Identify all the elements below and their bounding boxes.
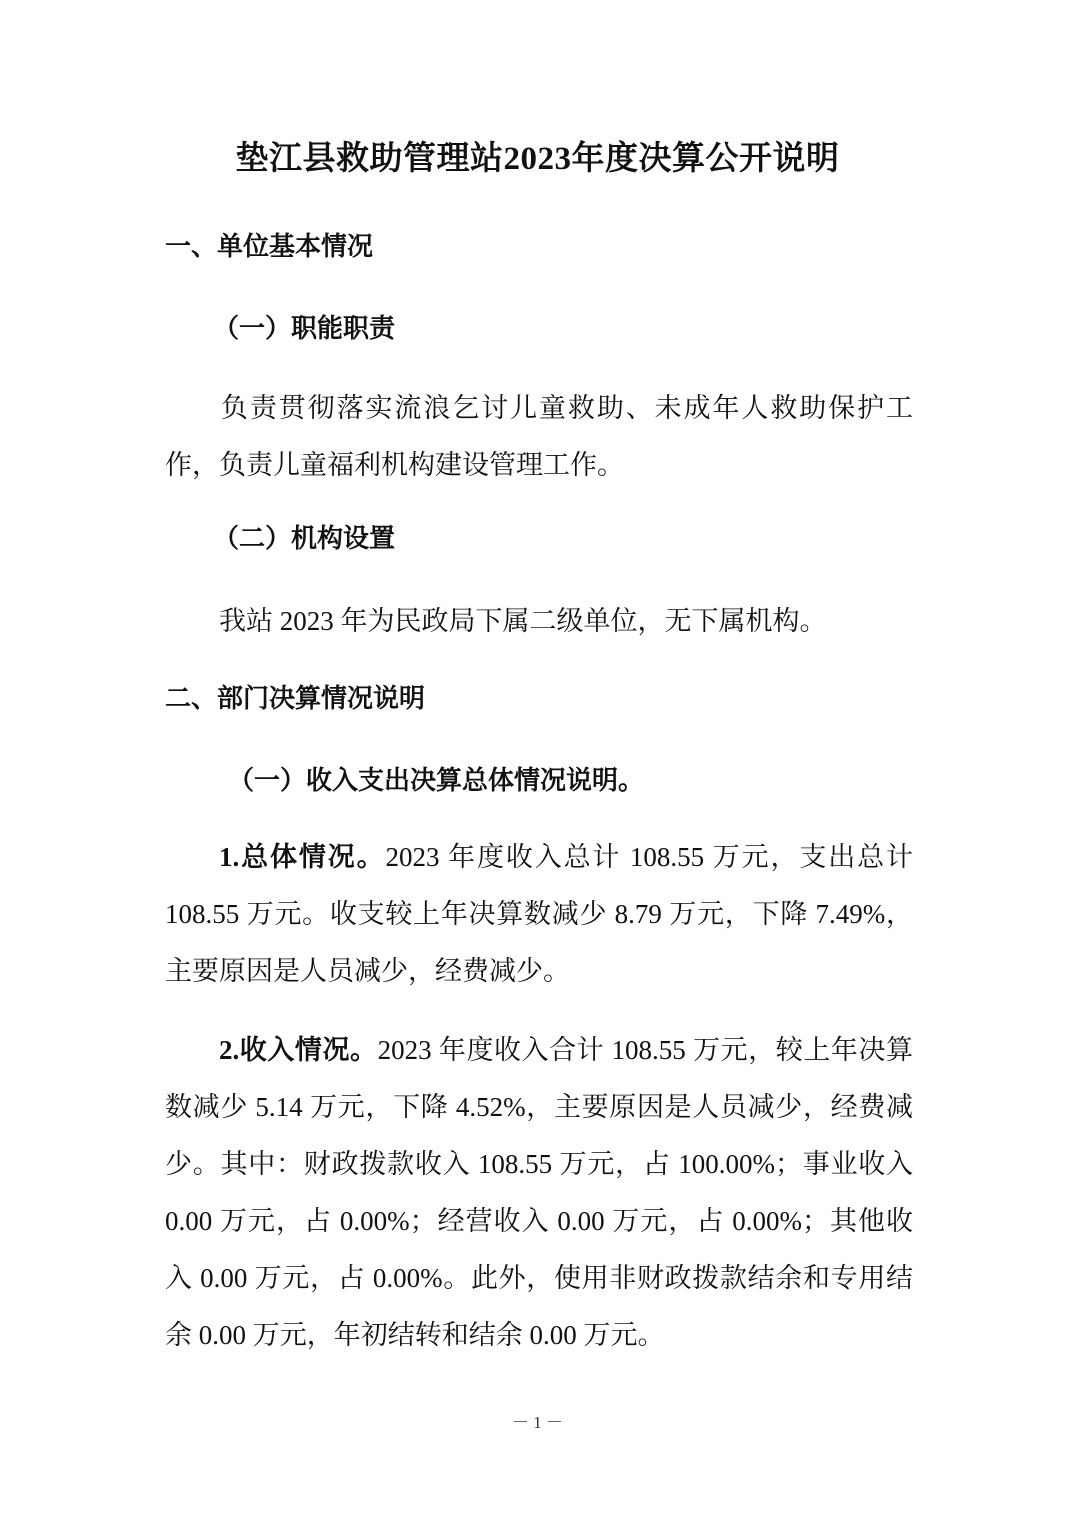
paragraph-income	[165, 1022, 913, 1364]
document-title: 垫江县救助管理站2023年度决算公开说明	[235, 141, 840, 177]
page-number: － 1 －	[512, 1413, 563, 1432]
paragraph-overall-label: 1.总体情况。	[219, 842, 386, 872]
paragraph-functions-text: 负责贯彻落实流浪乞讨儿童救助、未成年人救助保护工作，负责儿童福利机构建设管理工作。	[165, 393, 913, 480]
paragraph-overall	[165, 829, 913, 1000]
subheading-functions: （一）职能职责	[213, 314, 396, 344]
paragraph-income-label: 2.收入情况。	[219, 1035, 378, 1065]
paragraph-organization-text: 我站 2023 年为民政局下属二级单位，无下属机构。	[219, 606, 827, 636]
section-heading-budget: 二、部门决算情况说明	[165, 684, 426, 714]
paragraph-income-text: 2023 年度收入合计 108.55 万元，较上年决算数减少 5.14 万元，下降 4.52%，主要原因是人员减少，经费减少。其中：财政拨款收入 108.55 万元，占 100.00%；事业收入 0.00 万元，占 0.00%；经营收入 0.00 万元，占 0.00%；其他收入 0.00 万元，占 0.00%。此外，使用非财政拨款结余和专用结余 0.00 万元，年初结转和结余 0.00 万元。	[165, 1035, 914, 1350]
paragraph-organization	[165, 593, 913, 650]
subheading-income-expense: （一）收入支出决算总体情况说明。	[228, 766, 645, 796]
subheading-organization: （二）机构设置	[213, 524, 396, 554]
section-heading-basic-info: 一、单位基本情况	[165, 232, 374, 262]
paragraph-functions	[165, 380, 913, 494]
paragraph-overall-text: 2023 年度收入总计 108.55 万元，支出总计 108.55 万元。收支较上年决算数减少 8.79 万元，下降 7.49%，主要原因是人员减少，经费减少。	[165, 842, 914, 986]
